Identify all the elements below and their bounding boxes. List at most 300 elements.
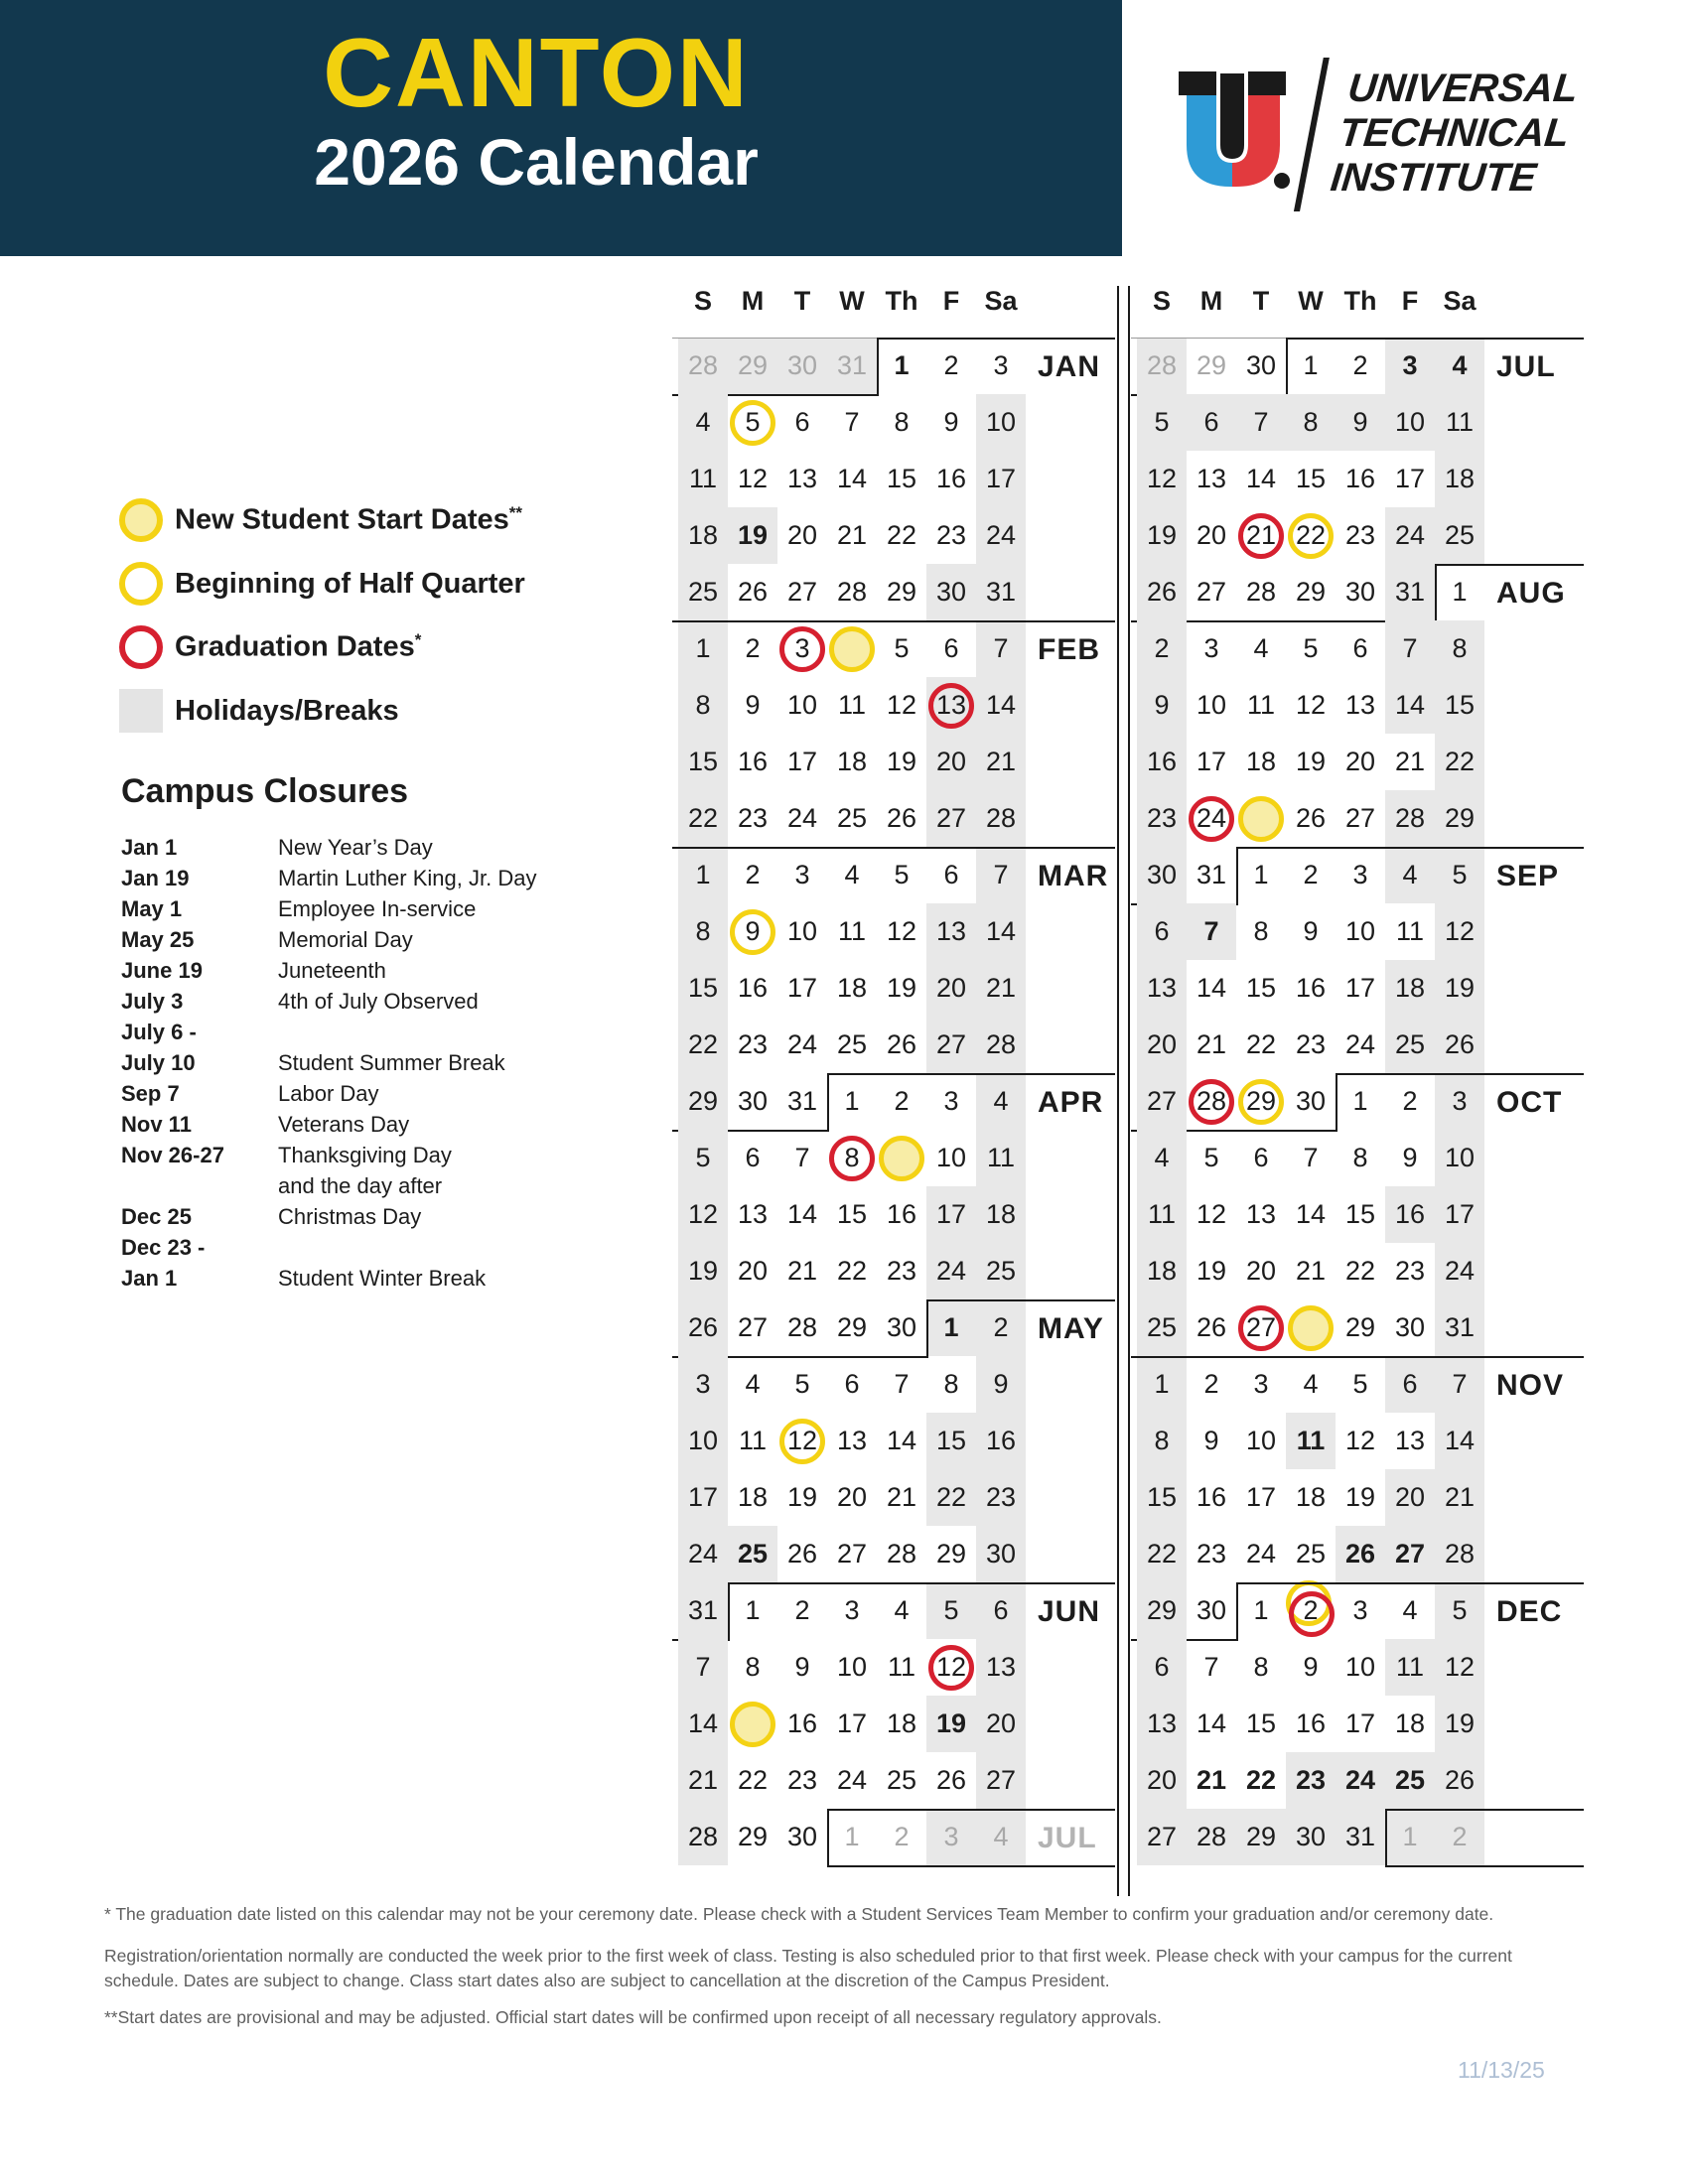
day-cell: 7 [1303,1143,1319,1172]
day-cell: 19 [1435,960,1484,1017]
day-cell: 9 [976,1356,1026,1413]
day-cell: 10 [1435,1130,1484,1186]
day-cell: 23 [1295,1029,1327,1059]
day-cell: 28 [1245,577,1277,607]
legend-item-open-red [119,621,421,673]
day-of-week-header: Sa [984,286,1018,316]
closure-desc: Veterans Day [278,1112,410,1137]
day-cell: 10 [836,1652,868,1682]
month-label: APR [1038,1086,1104,1119]
day-cell: 17 [1394,464,1426,493]
half-quarter-circle-icon [1238,1079,1284,1125]
day-cell: 8 [745,1652,761,1682]
day-cell: 5 [1203,1143,1219,1172]
closure-date: Dec 25 [121,1204,192,1229]
day-cell: 19 [728,507,777,564]
day-cell: 7 [894,1369,910,1399]
closure-date: Sep 7 [121,1081,180,1106]
day-cell: 16 [935,464,967,493]
day-cell: 20 [737,1256,769,1286]
day-cell [728,1696,777,1752]
day-cell: 10 [935,1143,967,1172]
day-cell: 9 [1203,1426,1219,1455]
day-cell: 23 [737,803,769,833]
day-cell: 28 [1187,1073,1236,1130]
day-cell: 14 [1196,1708,1227,1738]
day-cell: 4 [678,394,728,451]
day-cell: 24 [786,1029,818,1059]
day-cell: 28 [886,1539,917,1569]
day-cell: 13 [976,1639,1026,1696]
day-cell: 6 [1137,1639,1187,1696]
day-cell: 31 [1435,1299,1484,1356]
day-cell: 26 [886,1029,917,1059]
day-cell: 5 [1303,633,1319,663]
day-cell: 7 [844,407,860,437]
header-banner [0,0,1122,256]
day-cell: 24 [678,1526,728,1582]
day-cell: 7 [976,620,1026,677]
month-boundary-line [1286,338,1584,340]
month-label: FEB [1038,633,1100,666]
graduation-circle-icon [1238,1305,1284,1351]
day-of-week-header: M [1199,286,1223,316]
closure-date [121,1170,278,1201]
day-cell: 12 [1137,451,1187,507]
closure-desc [278,1017,637,1047]
day-cell: 8 [1137,1413,1187,1469]
day-cell: 30 [926,564,976,620]
day-cell: 23 [1394,1256,1426,1286]
campus-name: CANTON [323,18,750,127]
open-yellow-icon [119,562,163,606]
month-label: MAR [1038,860,1109,892]
day-cell: 5 [1352,1369,1368,1399]
day-cell: 28 [976,1017,1026,1073]
legend-item-filled-yellow [119,494,522,546]
day-of-week-header: Sa [1443,286,1477,316]
day-cell: 22 [1137,1526,1187,1582]
day-cell: 29 [935,1539,967,1569]
closure-row [121,1263,637,1294]
day-cell: 5 [794,1369,810,1399]
calendar-year-title: 2026 Calendar [314,124,759,199]
day-cell: 21 [1295,1256,1327,1286]
day-cell: 8 [1435,620,1484,677]
day-cell: 29 [678,1073,728,1130]
month-boundary-line [1435,564,1437,622]
column-divider-line [1128,286,1130,1896]
day-cell: 30 [1344,577,1376,607]
day-cell: 21 [836,520,868,550]
day-cell: 4 [894,1595,910,1625]
start-date-circle-icon [829,626,875,672]
day-cell: 24 [976,507,1026,564]
day-cell: 5 [728,394,777,451]
day-cell: 15 [836,1199,868,1229]
day-cell: 24 [786,803,818,833]
day-cell: 8 [827,1130,877,1186]
day-of-week-header: T [1252,286,1270,316]
graduation-circle-icon [1289,1591,1335,1637]
day-cell: 29 [1236,1809,1286,1865]
day-cell: 3 [794,860,810,889]
day-cell: 22 [1245,1765,1277,1795]
day-cell: 7 [794,1143,810,1172]
day-cell: 17 [786,747,818,776]
day-cell: 22 [737,1765,769,1795]
month-boundary-line [827,1073,1115,1075]
day-cell: 14 [786,1199,818,1229]
day-cell: 25 [1295,1539,1327,1569]
day-cell: 15 [1435,677,1484,734]
day-of-week-header: M [741,286,765,316]
day-cell: 6 [1385,1356,1435,1413]
day-cell: 13 [1245,1199,1277,1229]
day-cell: 18 [1385,960,1435,1017]
day-cell: 6 [943,860,959,889]
day-cell: 25 [1435,507,1484,564]
closure-row [121,1078,637,1109]
day-cell: 27 [926,1017,976,1073]
month-boundary-line [672,620,1115,622]
day-cell: 25 [1137,1299,1187,1356]
start-date-circle-icon [1238,796,1284,842]
day-cell: 1 [844,1822,860,1851]
day-cell: 22 [1286,507,1336,564]
day-cell: 20 [1137,1017,1187,1073]
day-cell: 30 [1137,847,1187,903]
closure-desc: Christmas Day [278,1204,422,1229]
day-cell: 19 [786,1482,818,1512]
day-cell: 27 [786,577,818,607]
day-cell: 4 [1253,633,1269,663]
day-cell: 22 [678,790,728,847]
footnote-registration: Registration/orientation normally are conducted the week prior to the first week of class. Testing is also scheduled prior to that first week. Please check with your campus for the current schedule. Dates are subject to change. Class start dates also are subject to cancellation at the discretion of the Campus President. [104,1946,1512,1991]
day-cell: 25 [976,1243,1026,1299]
day-cell: 21 [786,1256,818,1286]
day-cell: 6 [1137,903,1187,960]
day-cell: 2 [794,1595,810,1625]
day-cell: 22 [1435,734,1484,790]
day-cell: 11 [1435,394,1484,451]
day-cell: 13 [926,677,976,734]
month-label: JUL [1038,1822,1097,1854]
day-cell: 7 [1435,1356,1484,1413]
day-cell: 7 [1236,394,1286,451]
day-cell: 6 [1187,394,1236,451]
day-cell: 20 [1385,1469,1435,1526]
day-cell: 22 [678,1017,728,1073]
day-cell: 12 [678,1186,728,1243]
month-boundary-line [1131,338,1286,339]
day-cell: 13 [1394,1426,1426,1455]
closure-date: May 1 [121,896,183,921]
day-cell: 17 [678,1469,728,1526]
month-boundary-line [926,1299,928,1358]
closure-desc: Student Winter Break [278,1266,487,1291]
day-cell: 29 [836,1312,868,1342]
day-cell: 11 [1395,916,1425,946]
day-cell: 12 [1295,690,1327,720]
day-cell: 25 [1385,1017,1435,1073]
day-cell: 14 [1435,1413,1484,1469]
day-cell: 8 [1286,394,1336,451]
day-cell: 3 [844,1595,860,1625]
open-red-icon [119,625,163,669]
day-cell: 16 [737,973,769,1003]
graduation-circle-icon [829,1136,875,1181]
closure-row [121,893,637,924]
day-cell: 24 [926,1243,976,1299]
month-boundary-line [877,338,879,396]
day-of-week-header: W [1298,286,1324,316]
day-of-week-header: S [1152,286,1171,316]
day-cell: 3 [1203,633,1219,663]
day-cell: 14 [836,464,868,493]
day-cell: 20 [1344,747,1376,776]
day-cell: 9 [1336,394,1385,451]
day-cell: 7 [976,847,1026,903]
day-cell: 11 [678,451,728,507]
day-cell: 27 [737,1312,769,1342]
day-cell: 31 [827,338,877,394]
day-cell: 20 [836,1482,868,1512]
day-cell: 13 [1137,1696,1187,1752]
day-cell: 10 [1344,1652,1376,1682]
day-cell: 27 [1385,1526,1435,1582]
day-cell: 21 [976,734,1026,790]
closure-date: Nov 26-27 [121,1143,224,1167]
day-cell [1286,1299,1336,1356]
day-cell: 7 [678,1639,728,1696]
day-cell: 24 [1435,1243,1484,1299]
day-cell: 5 [678,1130,728,1186]
closure-row [121,986,637,1017]
day-cell: 9 [1303,916,1319,946]
day-cell: 4 [844,860,860,889]
day-cell: 6 [976,1582,1026,1639]
day-cell: 18 [1435,451,1484,507]
day-cell: 21 [1394,747,1426,776]
day-cell: 19 [678,1243,728,1299]
day-cell: 12 [1344,1426,1376,1455]
day-cell: 11 [837,690,867,720]
day-of-week-header: F [1401,286,1419,316]
day-cell: 30 [886,1312,917,1342]
day-cell [827,620,877,677]
day-cell: 3 [1352,860,1368,889]
day-cell [1236,790,1286,847]
day-cell: 11 [1137,1186,1187,1243]
day-cell: 13 [1137,960,1187,1017]
day-cell: 16 [886,1199,917,1229]
day-cell: 11 [738,1426,768,1455]
footnote-start-dates: **Start dates are provisional and may be adjusted. Official start dates will be confirmed upon receipt of all necessary regulatory approvals. [104,2007,1162,2027]
day-cell: 31 [1385,564,1435,620]
start-date-circle-icon [1288,1305,1334,1351]
day-of-week-header: F [942,286,960,316]
day-cell: 6 [943,633,959,663]
day-cell: 8 [894,407,910,437]
graduation-circle-icon [928,1645,974,1691]
legend-item-open-yellow [119,558,525,610]
day-cell: 23 [976,1469,1026,1526]
closure-row [121,1201,637,1232]
month-boundary-line [1385,1809,1387,1867]
closure-desc: Labor Day [278,1081,379,1106]
day-cell: 15 [1137,1469,1187,1526]
day-cell: 10 [786,690,818,720]
day-cell: 26 [1435,1017,1484,1073]
closure-row [121,924,637,955]
day-cell: 2 [1286,1582,1336,1639]
day-cell: 10 [678,1413,728,1469]
month-boundary-line [1385,1865,1584,1867]
graduation-circle-icon [928,683,974,729]
day-cell: 3 [678,1356,728,1413]
month-boundary-line [1236,1582,1584,1584]
day-cell: 30 [1295,1086,1327,1116]
day-cell: 19 [1196,1256,1227,1286]
closure-desc: 4th of July Observed [278,989,479,1014]
day-cell: 29 [737,1822,769,1851]
day-cell: 1 [678,620,728,677]
day-cell: 13 [737,1199,769,1229]
day-cell: 12 [1435,1639,1484,1696]
day-cell: 8 [943,1369,959,1399]
day-cell: 6 [794,407,810,437]
day-cell: 19 [886,747,917,776]
closure-date: July 10 [121,1050,196,1075]
day-cell: 1 [1303,350,1319,380]
day-cell: 12 [886,690,917,720]
day-cell: 12 [886,916,917,946]
day-cell: 2 [1137,620,1187,677]
day-cell: 31 [1196,860,1227,889]
day-cell: 19 [1295,747,1327,776]
day-cell: 29 [1435,790,1484,847]
closure-row [121,955,637,986]
day-cell: 13 [1196,464,1227,493]
month-boundary-line [926,1299,1115,1301]
day-cell: 18 [886,1708,917,1738]
day-cell: 28 [1137,338,1187,394]
day-cell: 2 [1203,1369,1219,1399]
day-cell: 19 [886,973,917,1003]
day-cell: 4 [745,1369,761,1399]
day-cell: 19 [1435,1696,1484,1752]
day-cell: 2 [894,1822,910,1851]
day-cell: 24 [1336,1752,1385,1809]
day-cell: 31 [786,1086,818,1116]
day-cell: 27 [1344,803,1376,833]
day-cell: 26 [786,1539,818,1569]
closure-date: July 3 [121,989,184,1014]
day-cell: 28 [1187,1809,1236,1865]
day-cell: 6 [745,1143,761,1172]
half-quarter-circle-icon [730,400,775,446]
day-cell: 14 [886,1426,917,1455]
closure-row [121,1170,637,1201]
day-cell: 1 [1137,1356,1187,1413]
day-cell: 26 [1295,803,1327,833]
day-of-week-header: W [839,286,865,316]
day-cell: 14 [976,677,1026,734]
closure-row [121,832,637,863]
day-of-week-header: Th [885,286,918,316]
day-cell: 26 [1137,564,1187,620]
day-cell: 16 [1137,734,1187,790]
day-cell: 15 [886,464,917,493]
day-cell: 29 [1137,1582,1187,1639]
day-cell: 6 [844,1369,860,1399]
half-quarter-circle-icon [730,909,775,955]
day-cell: 30 [1245,350,1277,380]
day-cell: 14 [1196,973,1227,1003]
month-label: DEC [1496,1595,1563,1628]
day-cell: 21 [678,1752,728,1809]
day-cell: 2 [745,860,761,889]
month-boundary-line [1435,564,1584,566]
column-divider-line [1117,286,1119,1896]
day-cell: 20 [1196,520,1227,550]
day-cell: 10 [1196,690,1227,720]
day-cell: 20 [926,734,976,790]
day-cell: 28 [678,338,728,394]
closure-row [121,1109,637,1140]
day-cell: 18 [678,507,728,564]
closure-desc: Juneteenth [278,958,386,983]
day-cell: 2 [894,1086,910,1116]
day-cell: 5 [1435,1582,1484,1639]
day-cell: 16 [1295,1708,1327,1738]
day-cell: 3 [777,620,827,677]
day-cell: 26 [1435,1752,1484,1809]
day-cell: 19 [1344,1482,1376,1512]
day-cell: 17 [926,1186,976,1243]
graduation-circle-icon [779,626,825,672]
day-cell: 9 [943,407,959,437]
day-cell: 2 [1402,1086,1418,1116]
day-cell: 25 [1385,1752,1435,1809]
closure-desc: New Year’s Day [278,835,433,860]
day-cell: 11 [1385,1639,1435,1696]
month-boundary-line [728,1582,730,1641]
day-cell: 13 [926,903,976,960]
day-cell: 16 [737,747,769,776]
day-cell: 21 [886,1482,917,1512]
closures-title: Campus Closures [121,772,409,810]
day-cell: 3 [1352,1595,1368,1625]
logo-text-line2: TECHNICAL [1336,111,1572,155]
day-cell: 22 [1245,1029,1277,1059]
month-boundary-line [827,1073,829,1132]
day-cell: 12 [926,1639,976,1696]
day-cell: 17 [1344,973,1376,1003]
closure-desc: Employee In-service [278,896,477,921]
day-cell: 22 [926,1469,976,1526]
month-boundary-line [1286,338,1288,396]
day-cell: 25 [886,1765,917,1795]
day-cell: 7 [1187,903,1236,960]
month-boundary-line [827,1809,829,1867]
day-cell: 10 [976,394,1026,451]
month-boundary-line [1236,1582,1238,1641]
day-cell: 1 [1452,577,1468,607]
month-boundary-line [1131,1356,1584,1358]
day-cell: 15 [678,734,728,790]
